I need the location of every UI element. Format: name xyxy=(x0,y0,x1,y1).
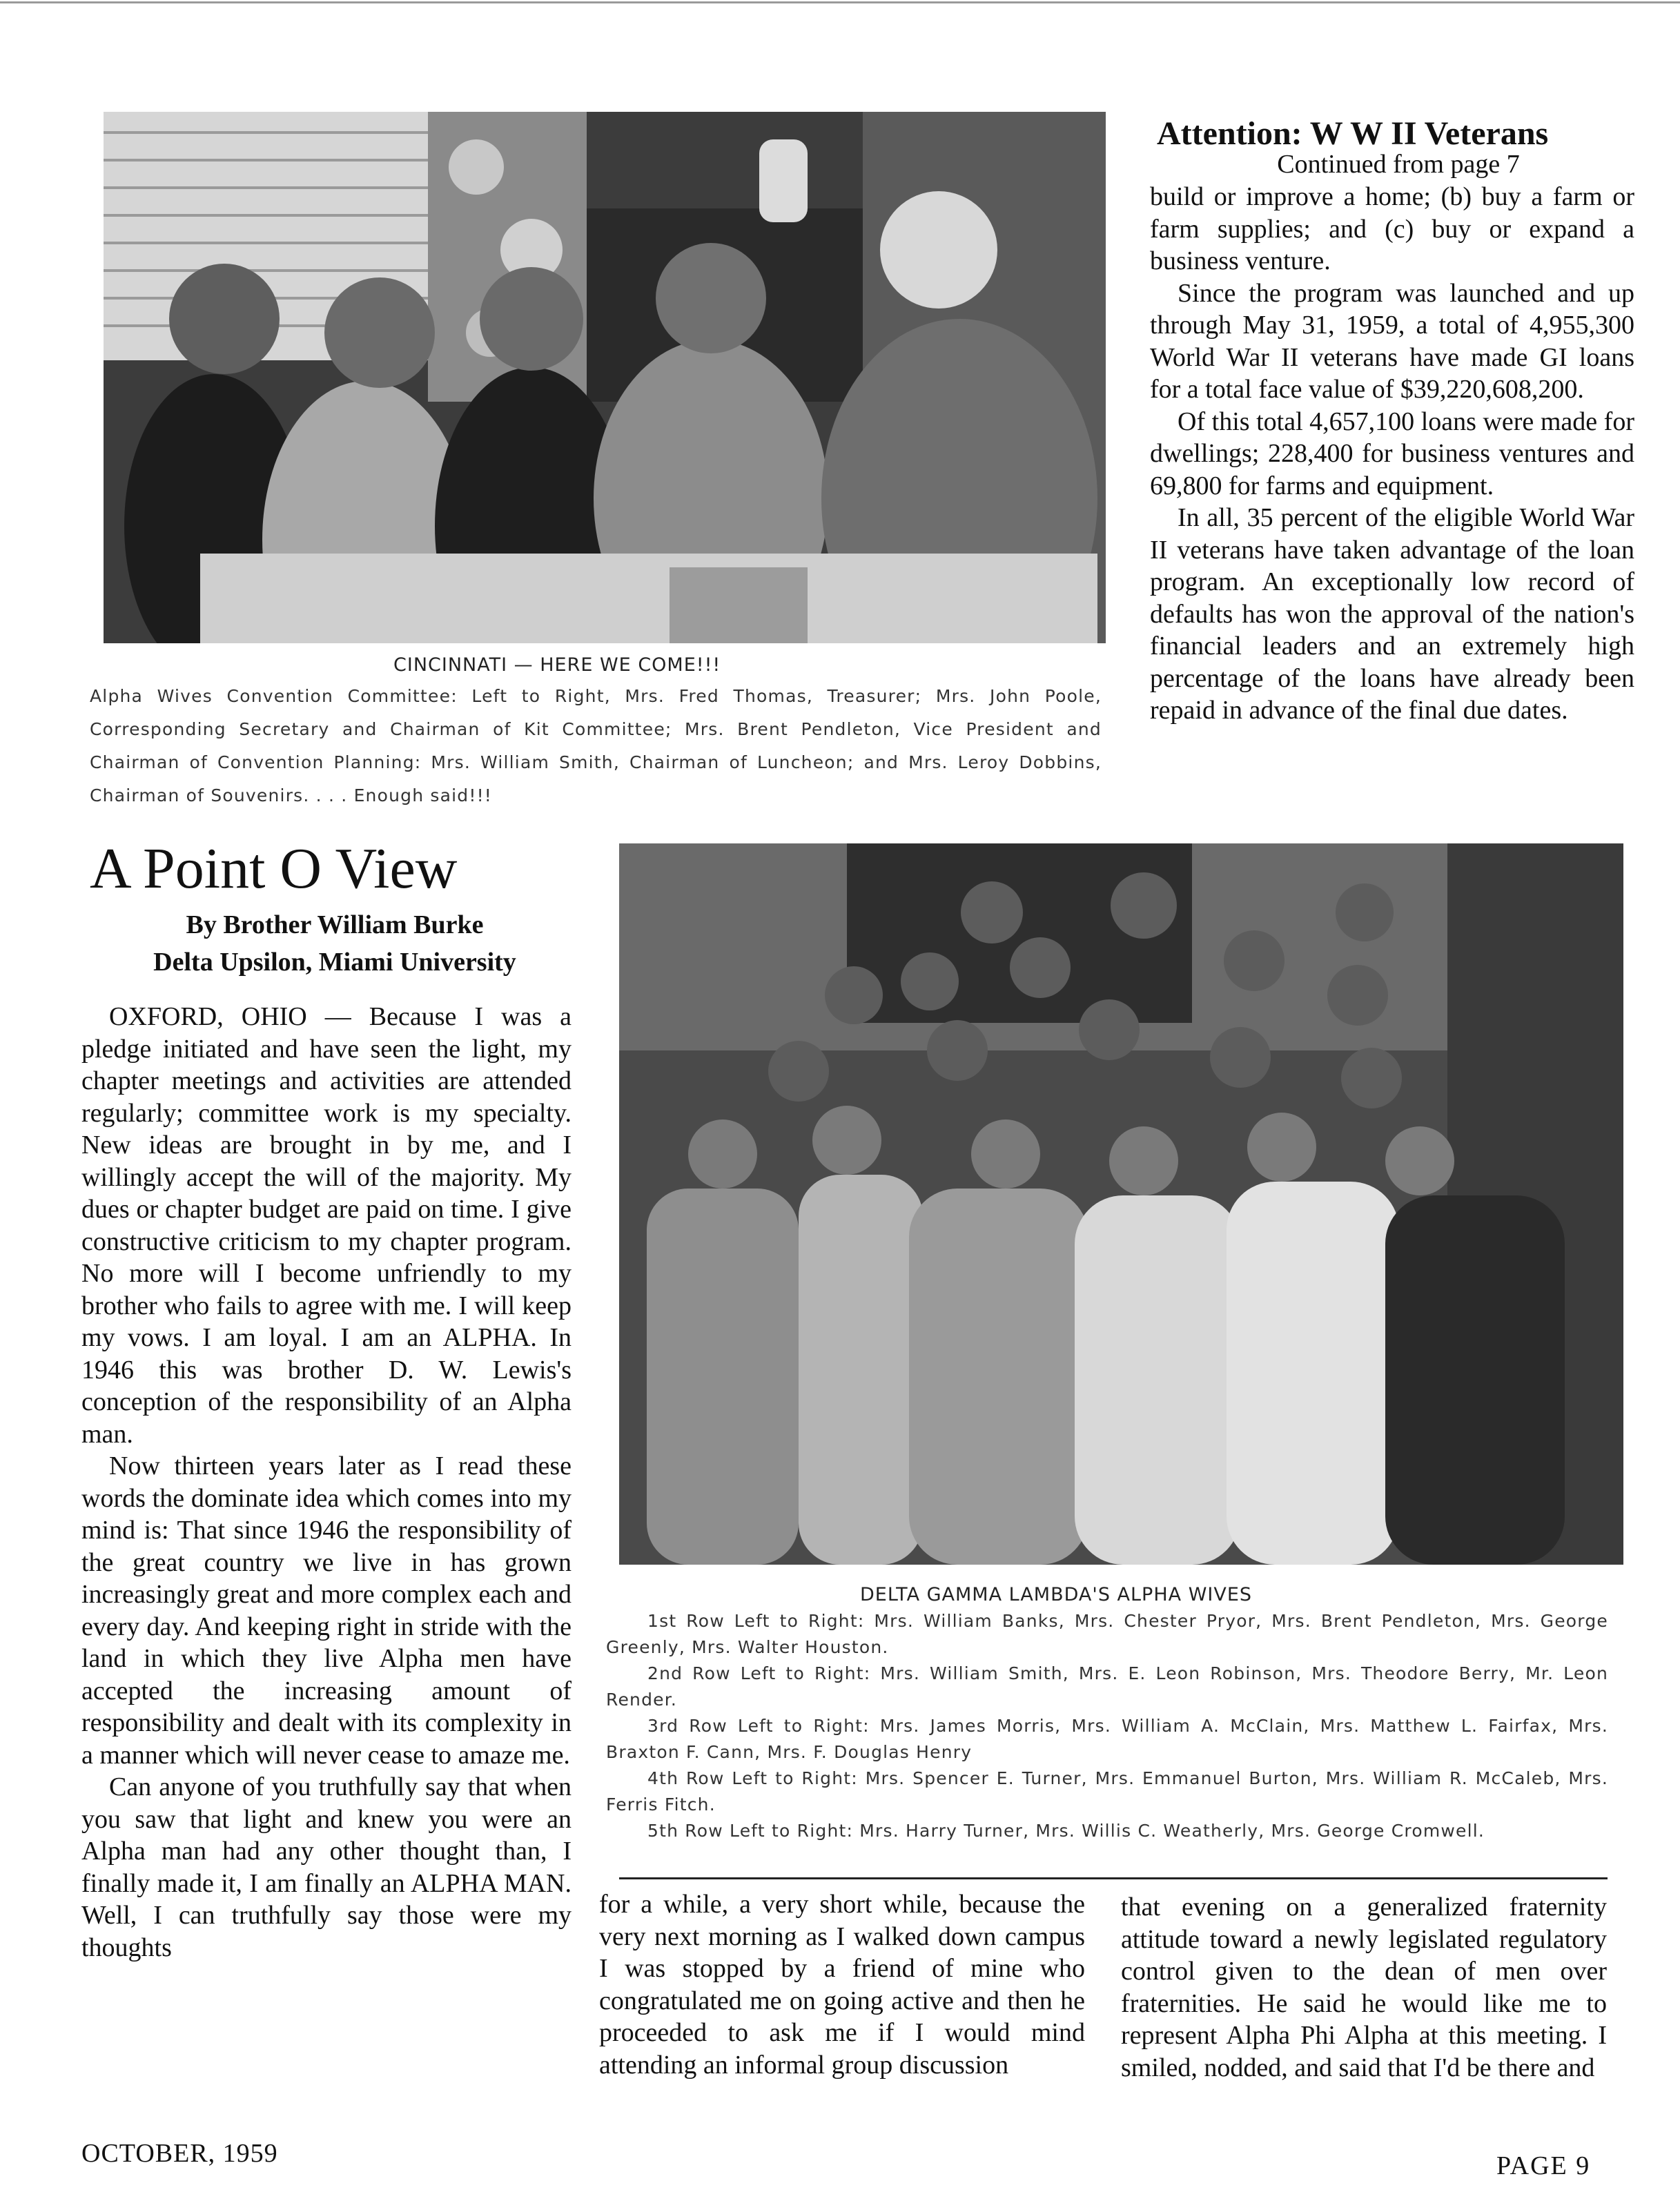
caption-row: 2nd Row Left to Right: Mrs. William Smith, Mrs. E. Leon Robinson, Mrs. Theodore Berry, Mr. Leon Render. xyxy=(606,1663,1608,1710)
article-paragraph: Now thirteen years later as I read these words the dominate idea which comes into my mind is: That since 1946 the responsibility of the great country we live in has grown increasingly great and more complex each and every day. And keeping right in stride with the land in which they live Alpha men have accepted the increasing amount of responsibility and dealt with its complexity in a manner which will never cease to amaze me. xyxy=(81,1451,572,1770)
issue-date: OCTOBER, 1959 xyxy=(81,2139,278,2168)
page-number: PAGE 9 xyxy=(1496,2151,1591,2180)
photo2-caption-title: DELTA GAMMA LAMBDA'S ALPHA WIVES xyxy=(860,1584,1253,1605)
article-column-2 xyxy=(599,1888,1085,2081)
caption-row: 3rd Row Left to Right: Mrs. James Morris, Mrs. William A. McClain, Mrs. Matthew L. Fairfax, Mrs. Braxton F. Cann, Mrs. F. Douglas Henry xyxy=(606,1716,1608,1762)
article-paragraph: Can anyone of you truthfully say that when you saw that light and knew you were an Alpha man had any other thought than, I finally made it, I am finally an ALPHA MAN. Well, I can truthfully say those were my thoughts xyxy=(81,1772,572,1962)
article-column-3 xyxy=(1121,1891,1607,2084)
article-paragraph: that evening on a generalized fraternity attitude toward a newly legislated regulatory control given to the dean of men over fraternities. He said he would like me to represent Alpha Phi Alpha at this meeting. I smiled, nodded, and said that I'd be there and xyxy=(1121,1893,1607,2082)
article-byline-author: By Brother William Burke xyxy=(186,910,484,939)
article-title: A Point O View xyxy=(90,837,458,901)
sidebar-paragraph: In all, 35 percent of the eligible World War II veterans have taken advantage of the loan program. An exceptionally low record of defaults has won the approval of the nation's financial leaders and an extremely high percentage of the loans have already been repaid in advance of the final due dates. xyxy=(1150,503,1634,725)
sidebar-paragraph: Since the program was launched and up through May 31, 1959, a total of 4,955,300 World War II veterans have made GI loans for a total face value of $39,220,608,200. xyxy=(1150,278,1634,404)
photo1-caption-title: CINCINNATI — HERE WE COME!!! xyxy=(393,654,721,676)
top-border xyxy=(0,1,1680,3)
article-paragraph: for a while, a very short while, because the very next morning as I walked down campus I was stopped by a friend of mine who congratulated me on going active and then he proceeded to ask me if I would mind attending an informal group discussion xyxy=(599,1890,1085,2080)
article-column-1 xyxy=(81,1001,572,1964)
article-paragraph: OXFORD, OHIO — Because I was a pledge initiated and have seen the light, my chapter meetings and activities are attended regularly; committee work is my specialty. New ideas are brought in by me, and I willingly accept the will of the majority. My dues or chapter budget are paid on time. I give constructive criticism to my chapter program. No more will I become unfriendly to my brother who fails to agree with me. I will keep my vows. I am loyal. I am an ALPHA. In 1946 this was brother D. W. Lewis's conception of the responsibility of an Alpha man. xyxy=(81,1002,572,1449)
sidebar-paragraph: build or improve a home; (b) buy a farm or farm supplies; and (c) buy or expand a business venture. xyxy=(1150,182,1634,275)
sidebar-continued: Continued from page 7 xyxy=(1277,150,1520,179)
photo1-caption-text: Alpha Wives Convention Committee: Left to Right, Mrs. Fred Thomas, Treasurer; Mrs. John Poole, Corresponding Secretary and Chairman of Kit Committee; Mrs. Brent Pendleton, Vice President and Chairman of Convention Planning: Mrs. William Smith, Chairman of Luncheon; and Mrs. Leroy Dobbins, Chairman of Souvenirs. . . . Enough said!!! xyxy=(90,686,1102,805)
caption-row: 1st Row Left to Right: Mrs. William Banks, Mrs. Chester Pryor, Mrs. Brent Pendleton, Mrs. George Greenly, Mrs. Walter Houston. xyxy=(606,1611,1608,1657)
photo2-caption-rows xyxy=(606,1608,1608,1844)
sidebar-body xyxy=(1150,181,1634,727)
caption-row: 4th Row Left to Right: Mrs. Spencer E. Turner, Mrs. Emmanuel Burton, Mrs. William R. McCaleb, Mrs. Ferris Fitch. xyxy=(606,1768,1608,1815)
alpha-wives-group-photo xyxy=(619,843,1623,1565)
article-byline-chapter: Delta Upsilon, Miami University xyxy=(153,948,516,977)
committee-photo-illustration xyxy=(104,112,1106,643)
sidebar-title: Attention: W W II Veterans xyxy=(1157,115,1549,152)
section-divider xyxy=(619,1877,1608,1879)
group-photo-illustration xyxy=(619,843,1623,1565)
sidebar-paragraph: Of this total 4,657,100 loans were made for dwellings; 228,400 for business ventures and 69,800 for farms and equipment. xyxy=(1150,407,1634,500)
committee-photo xyxy=(104,112,1106,643)
caption-row: 5th Row Left to Right: Mrs. Harry Turner, Mrs. Willis C. Weatherly, Mrs. George Cromwell. xyxy=(647,1821,1485,1841)
